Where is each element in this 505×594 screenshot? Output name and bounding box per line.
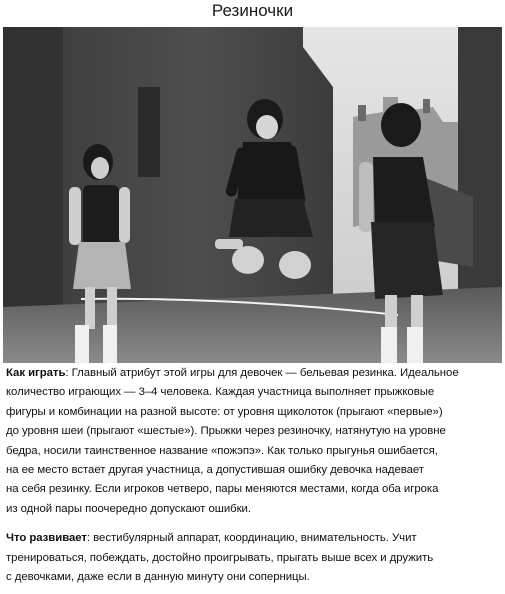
how-to-play-line: из одной пары поочередно допускают ошибки. bbox=[6, 502, 251, 515]
how-to-play-line: бедра, носили таинственное название «пожэпэ». Как только прыгунья ошибается, bbox=[6, 444, 438, 457]
chimney bbox=[423, 99, 430, 113]
what-develops-line: с девочками, даже если в данную минуту они соперницы. bbox=[6, 571, 310, 584]
wall-shadow bbox=[3, 27, 63, 327]
how-to-play-line: фигуры и комбинации на разной высоте: от уровня щиколоток (прыгают «первые») bbox=[6, 405, 443, 418]
what-develops-line: : вестибулярный аппарат, координацию, внимательность. Учит bbox=[86, 532, 417, 545]
how-to-play-paragraph bbox=[6, 364, 500, 519]
page-title: Резиночки bbox=[211, 1, 294, 20]
how-to-play-lead: Как играть bbox=[6, 367, 66, 379]
photo-girls-jumping-elastic bbox=[3, 27, 502, 363]
how-to-play-line: : Главный атрибут этой игры для девочек — бельевая резинка. Идеальное bbox=[65, 367, 459, 379]
how-to-play-line: количество играющих — 3–4 человека. Каждая участница выполняет прыжковые bbox=[6, 386, 435, 399]
what-develops-lead: Что развивает bbox=[6, 532, 87, 545]
what-develops-line: тренироваться, побеждать, достойно проигрывать, прыгать выше всех и дружить bbox=[6, 551, 434, 564]
chimney bbox=[358, 105, 366, 121]
what-develops-paragraph bbox=[6, 529, 500, 587]
how-to-play-line: на себя резинку. Если игроков четверо, пары меняются местами, когда оба игрока bbox=[6, 483, 439, 496]
right-wall bbox=[458, 27, 502, 327]
how-to-play-line: до уровня шеи (прыгают «шестые»). Прыжки через резиночку, натянутую на уровне bbox=[6, 425, 446, 438]
how-to-play-line: на ее место встает другая участница, а допустившая ошибку девочка надевает bbox=[6, 464, 424, 477]
wall-window bbox=[138, 87, 160, 177]
article-text bbox=[6, 364, 500, 587]
